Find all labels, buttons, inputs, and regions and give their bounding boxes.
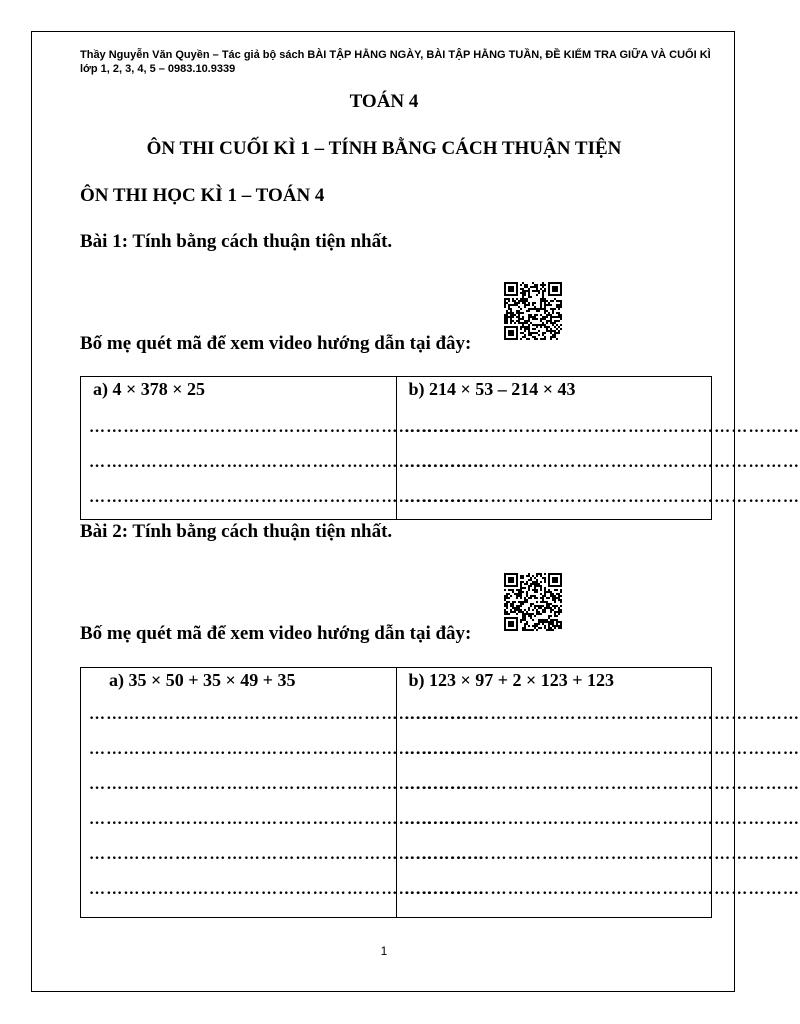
section-title: ÔN THI HỌC KÌ 1 – TOÁN 4 — [80, 185, 325, 206]
answer-line: …………………………………………………………… — [89, 489, 485, 506]
answer-line: …………………………………………………………… — [89, 846, 485, 863]
exercise-1-part-a: a) 4 × 378 × 25 — [93, 379, 206, 399]
exercise-1-right-cell — [396, 377, 800, 519]
exercise-1-qr-caption: Bố mẹ quét mã để xem video hướng dẫn tại đây: — [80, 333, 472, 354]
exercise-2-left-cell — [81, 668, 485, 917]
answer-line: …………………………………………………………… — [404, 741, 800, 758]
answer-line: …………………………………………………………… — [404, 811, 800, 828]
answer-line: …………………………………………………………… — [89, 454, 485, 471]
answer-line: …………………………………………………………… — [89, 419, 485, 436]
qr-code-icon — [504, 573, 562, 631]
exercise-2-heading: Bài 2: Tính bằng cách thuận tiện nhất. — [80, 521, 393, 542]
answer-line: …………………………………………………………… — [404, 846, 800, 863]
answer-line: …………………………………………………………… — [404, 881, 800, 898]
exercise-1-heading: Bài 1: Tính bằng cách thuận tiện nhất. — [80, 231, 393, 252]
header-note: Thầy Nguyễn Văn Quyền – Tác giả bộ sách BÀI TẬP HẰNG NGÀY, BÀI TẬP HẰNG TUẦN, ĐỀ KIỂM TRA GIỮA VÀ CUỐI KÌ lớp 1, 2, 3, 4, 5 – 0983.10.9339 — [80, 49, 711, 75]
exercise-2-right-cell — [396, 668, 800, 917]
page-subtitle: ÔN THI CUỐI KÌ 1 – TÍNH BẰNG CÁCH THUẬN TIỆN — [146, 138, 622, 159]
answer-line: …………………………………………………………… — [89, 741, 485, 758]
exercise-2-part-a: a) 35 × 50 + 35 × 49 + 35 — [109, 670, 296, 690]
exercise-1-part-b: b) 214 × 53 – 214 × 43 — [408, 379, 576, 399]
answer-line: …………………………………………………………… — [404, 454, 800, 471]
answer-line: …………………………………………………………… — [89, 776, 485, 793]
exercise-2-answer-box — [80, 667, 800, 918]
answer-line: …………………………………………………………… — [404, 419, 800, 436]
exercise-2-part-b: b) 123 × 97 + 2 × 123 + 123 — [408, 670, 615, 690]
answer-line: …………………………………………………………… — [89, 881, 485, 898]
answer-line: …………………………………………………………… — [404, 776, 800, 793]
page-number: 1 — [380, 944, 388, 958]
answer-line: …………………………………………………………… — [89, 706, 485, 723]
qr-code-icon — [504, 282, 562, 340]
page-title: TOÁN 4 — [349, 91, 419, 112]
exercise-2-qr-caption: Bố mẹ quét mã để xem video hướng dẫn tại đây: — [80, 623, 472, 644]
answer-line: …………………………………………………………… — [404, 489, 800, 506]
exercise-1-answer-box — [80, 376, 800, 520]
exercise-1-left-cell — [81, 377, 485, 519]
answer-line: …………………………………………………………… — [404, 706, 800, 723]
answer-line: …………………………………………………………… — [89, 811, 485, 828]
